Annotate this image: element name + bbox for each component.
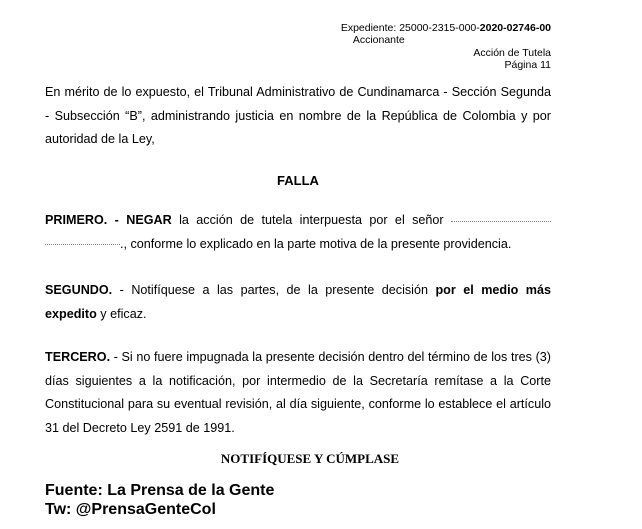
- falla-title: FALLA: [277, 173, 319, 188]
- segundo-label: SEGUNDO.: [45, 283, 113, 297]
- redacted-name: [451, 220, 551, 222]
- tercero-paragraph: [45, 346, 551, 440]
- accion-label: Acción de Tutela: [473, 47, 551, 59]
- tercero-label: TERCERO.: [45, 350, 111, 364]
- redacted-name-cont: [45, 243, 120, 245]
- accionante-label: Accionante: [352, 34, 405, 46]
- segundo-text-b: y eficaz.: [96, 306, 147, 321]
- primero-paragraph: [45, 209, 551, 256]
- expediente-label: Expediente: 25000-2315-000-: [340, 22, 480, 34]
- segundo-text-a: - Notifíquese a las partes, de la presente decisión: [112, 283, 436, 297]
- intro-paragraph: En mérito de lo expuesto, el Tribunal Administrativo de Cundinamarca - Sección Segunda - Subsección “B”, administrando justicia en nombre de la República de Colombia y por autoridad de la Ley,: [45, 85, 551, 146]
- source-caption: [45, 481, 274, 519]
- primero-text-a: la acción de tutela interpuesta por el señor: [171, 213, 444, 227]
- primero-text-b: ., conforme lo explicado en la parte motiva de la presente providencia.: [120, 236, 512, 251]
- primero-verb: NEGAR: [126, 213, 172, 227]
- closing-title: NOTIFÍQUESE Y CÚMPLASE: [220, 451, 400, 466]
- tercero-text: - Si no fuere impugnada la presente decisión dentro del término de los tres (3) días siguientes a la notificación, por intermedio de la Secretaría remítase a la Corte Constitucional para su eventual revisión, al día siguiente, conforme lo establece el artículo 31 del Decreto Ley 2591 de 1991.: [45, 350, 551, 435]
- page-number: Página 11: [504, 59, 551, 71]
- segundo-bold: por el medio más expedito: [45, 283, 551, 321]
- source-line: Fuente: La Prensa de la Gente: [45, 482, 275, 499]
- expediente-line: [341, 22, 551, 34]
- document-header: [341, 22, 551, 71]
- primero-label: PRIMERO. -: [45, 213, 119, 227]
- segundo-paragraph: [45, 279, 551, 326]
- twitter-line: Tw: @PrensaGenteCol: [45, 501, 216, 518]
- expediente-number: 2020-02746-00: [479, 22, 551, 34]
